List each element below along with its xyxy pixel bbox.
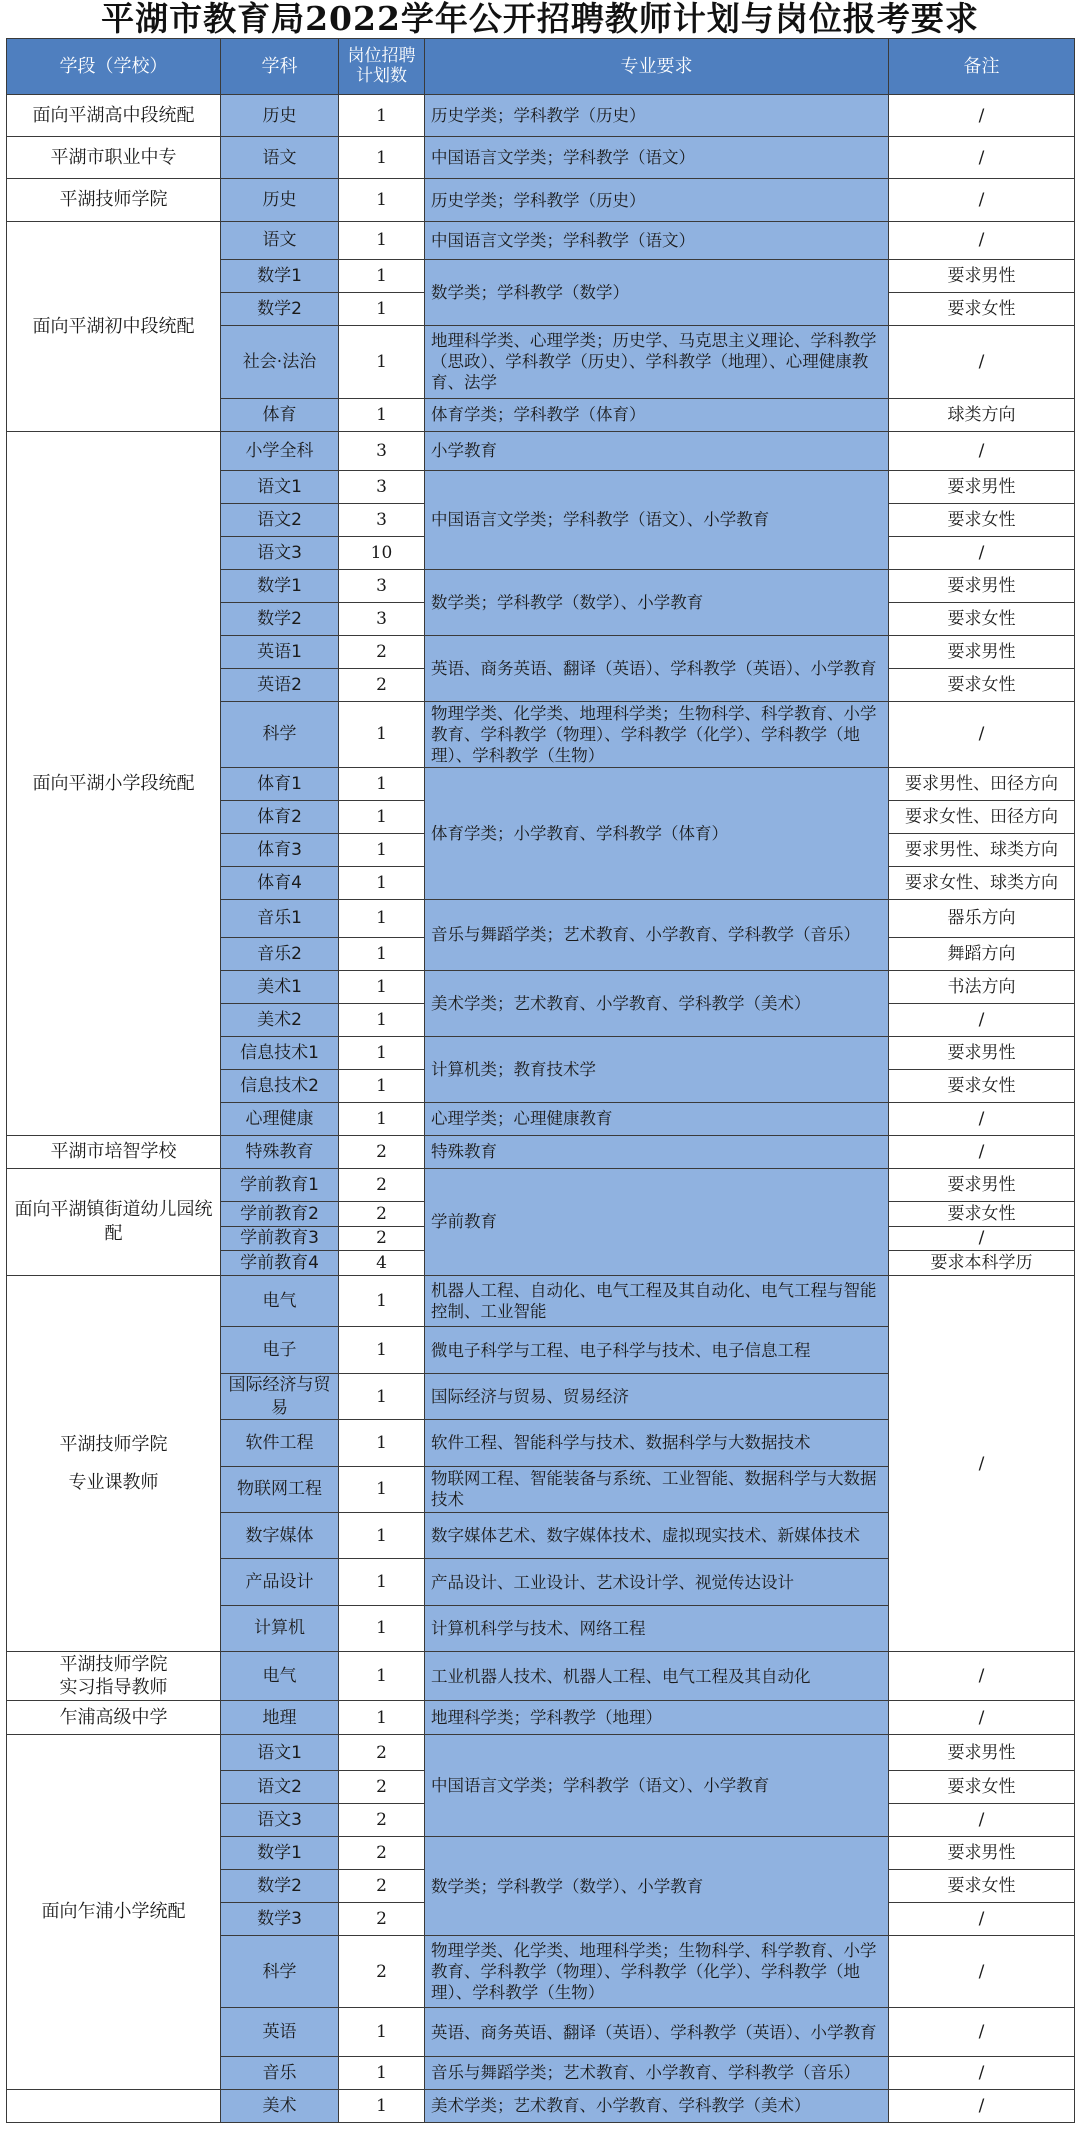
count-cell: 2 — [339, 1735, 425, 1771]
major-cell: 英语、商务英语、翻译（英语）、学科教学（英语）、小学教育 — [425, 635, 889, 701]
count-cell: 1 — [339, 1605, 425, 1651]
count-cell: 2 — [339, 1837, 425, 1870]
count-cell: 1 — [339, 971, 425, 1004]
subject-cell: 心理健康 — [221, 1102, 339, 1135]
major-cell: 数学类；学科教学（数学）、小学教育 — [425, 1837, 889, 1936]
major-cell: 计算机科学与技术、网络工程 — [425, 1605, 889, 1651]
count-cell: 1 — [339, 292, 425, 325]
subject-cell: 语文2 — [221, 1771, 339, 1804]
stage-cell: 面向平湖镇街道幼儿园统配 — [7, 1168, 221, 1275]
count-cell: 1 — [339, 179, 425, 221]
subject-cell: 特殊教育 — [221, 1135, 339, 1168]
note-cell: / — [889, 1226, 1075, 1251]
note-cell: 要求男性、球类方向 — [889, 833, 1075, 866]
major-cell: 特殊教育 — [425, 1135, 889, 1168]
subject-cell: 数学2 — [221, 602, 339, 635]
subject-cell: 数学1 — [221, 569, 339, 602]
major-cell: 体育学类；学科教学（体育） — [425, 398, 889, 431]
note-cell: / — [889, 536, 1075, 569]
stage-line: 实习指导教师 — [59, 1677, 168, 1699]
count-cell: 1 — [339, 1513, 425, 1559]
table-row — [7, 1701, 1075, 1735]
note-cell: 球类方向 — [889, 398, 1075, 431]
count-cell: 1 — [339, 1559, 425, 1605]
note-cell: / — [889, 221, 1075, 259]
subject-cell: 语文1 — [221, 1735, 339, 1771]
table-row — [7, 1275, 1075, 1327]
note-cell: / — [889, 2008, 1075, 2056]
count-cell: 3 — [339, 503, 425, 536]
major-cell: 音乐与舞蹈学类；艺术教育、小学教育、学科教学（音乐） — [425, 2056, 889, 2089]
stage-line: 平湖技师学院 — [59, 1653, 168, 1675]
column-header: 专业要求 — [425, 39, 889, 95]
major-cell: 软件工程、智能科学与技术、数据科学与大数据技术 — [425, 1420, 889, 1466]
stage-cell: 面向平湖高中段统配 — [7, 95, 221, 137]
count-cell: 1 — [339, 1373, 425, 1420]
count-cell: 2 — [339, 1771, 425, 1804]
note-cell: / — [889, 1275, 1075, 1651]
stage-cell — [7, 1652, 221, 1701]
subject-cell: 数学1 — [221, 1837, 339, 1870]
major-cell: 历史学类；学科教学（历史） — [425, 95, 889, 137]
subject-cell: 语文3 — [221, 536, 339, 569]
stage-cell: 平湖市职业中专 — [7, 137, 221, 179]
major-cell: 中国语言文学类；学科教学（语文） — [425, 221, 889, 259]
stage-cell — [7, 2089, 221, 2122]
subject-cell: 电气 — [221, 1652, 339, 1701]
count-cell: 3 — [339, 602, 425, 635]
note-cell: 要求女性 — [889, 503, 1075, 536]
table-row — [7, 1168, 1075, 1201]
count-cell: 1 — [339, 325, 425, 398]
count-cell: 1 — [339, 899, 425, 937]
count-cell: 1 — [339, 833, 425, 866]
stage-cell: 平湖技师学院 — [7, 179, 221, 221]
count-cell: 1 — [339, 137, 425, 179]
table-header-row — [7, 39, 1075, 95]
count-cell: 1 — [339, 1036, 425, 1069]
count-cell: 1 — [339, 1327, 425, 1373]
column-header: 学段（学校） — [7, 39, 221, 95]
count-cell: 1 — [339, 1102, 425, 1135]
recruitment-table — [6, 38, 1075, 2123]
major-cell: 体育学类；小学教育、学科教学（体育） — [425, 768, 889, 900]
note-cell: 要求男性 — [889, 635, 1075, 668]
major-cell: 小学教育 — [425, 431, 889, 470]
count-cell: 10 — [339, 536, 425, 569]
note-cell: 要求男性 — [889, 1837, 1075, 1870]
column-header: 学科 — [221, 39, 339, 95]
note-cell: / — [889, 325, 1075, 398]
note-cell: 要求女性、球类方向 — [889, 866, 1075, 899]
major-cell: 微电子科学与工程、电子科学与技术、电子信息工程 — [425, 1327, 889, 1373]
subject-cell: 音乐 — [221, 2056, 339, 2089]
major-cell: 物理学类、化学类、地理科学类；生物科学、科学教育、小学教育、学科教学（物理）、学科教学（化学）、学科教学（地理）、学科教学（生物） — [425, 1936, 889, 2008]
subject-cell: 数学3 — [221, 1903, 339, 1936]
note-cell: 要求女性 — [889, 602, 1075, 635]
note-cell: 要求本科学历 — [889, 1251, 1075, 1276]
stage-cell: 乍浦高级中学 — [7, 1701, 221, 1735]
count-cell: 1 — [339, 866, 425, 899]
major-cell: 美术学类；艺术教育、小学教育、学科教学（美术） — [425, 2089, 889, 2122]
note-cell: / — [889, 2056, 1075, 2089]
count-cell: 1 — [339, 1069, 425, 1102]
subject-cell: 信息技术1 — [221, 1036, 339, 1069]
subject-cell: 历史 — [221, 95, 339, 137]
note-cell: / — [889, 2089, 1075, 2122]
table-row — [7, 95, 1075, 137]
subject-cell: 数字媒体 — [221, 1513, 339, 1559]
subject-cell: 学前教育2 — [221, 1201, 339, 1226]
subject-cell: 数学2 — [221, 292, 339, 325]
subject-cell: 学前教育4 — [221, 1251, 339, 1276]
count-cell: 1 — [339, 801, 425, 834]
count-cell: 1 — [339, 701, 425, 767]
table-row — [7, 179, 1075, 221]
count-cell: 1 — [339, 1652, 425, 1701]
stage-line: 专业课教师 — [68, 1471, 159, 1493]
stage-cell: 面向平湖小学段统配 — [7, 431, 221, 1135]
header-count-line: 计划数 — [356, 65, 407, 86]
column-header — [339, 39, 425, 95]
count-cell: 1 — [339, 398, 425, 431]
note-cell: 要求男性 — [889, 569, 1075, 602]
note-cell: 要求女性 — [889, 1771, 1075, 1804]
page-title: 平湖市教育局2022学年公开招聘教师计划与岗位报考要求 — [101, 0, 979, 38]
count-cell: 2 — [339, 1903, 425, 1936]
note-cell: 器乐方向 — [889, 899, 1075, 937]
major-cell: 数学类；学科教学（数学） — [425, 259, 889, 325]
subject-cell: 物联网工程 — [221, 1466, 339, 1512]
note-cell: / — [889, 1701, 1075, 1735]
table-row — [7, 2089, 1075, 2122]
subject-cell: 语文 — [221, 137, 339, 179]
count-cell: 2 — [339, 1936, 425, 2008]
major-cell: 产品设计、工业设计、艺术设计学、视觉传达设计 — [425, 1559, 889, 1605]
subject-cell: 语文3 — [221, 1804, 339, 1837]
subject-cell: 音乐1 — [221, 899, 339, 937]
subject-cell: 电子 — [221, 1327, 339, 1373]
subject-cell: 英语1 — [221, 635, 339, 668]
count-cell: 2 — [339, 1804, 425, 1837]
major-cell: 中国语言文学类；学科教学（语文）、小学教育 — [425, 471, 889, 570]
count-cell: 1 — [339, 1466, 425, 1512]
count-cell: 2 — [339, 635, 425, 668]
subject-cell: 数学1 — [221, 259, 339, 292]
table-row — [7, 221, 1075, 259]
note-cell: / — [889, 701, 1075, 767]
count-cell: 3 — [339, 569, 425, 602]
note-cell: / — [889, 1804, 1075, 1837]
note-cell: 要求男性 — [889, 471, 1075, 504]
subject-cell: 地理 — [221, 1701, 339, 1735]
subject-cell: 科学 — [221, 701, 339, 767]
note-cell: / — [889, 137, 1075, 179]
major-cell: 美术学类；艺术教育、小学教育、学科教学（美术） — [425, 971, 889, 1037]
count-cell: 1 — [339, 938, 425, 971]
note-cell: / — [889, 1652, 1075, 1701]
table-row — [7, 1135, 1075, 1168]
count-cell: 2 — [339, 1870, 425, 1903]
subject-cell: 科学 — [221, 1936, 339, 2008]
subject-cell: 学前教育1 — [221, 1168, 339, 1201]
subject-cell: 体育 — [221, 398, 339, 431]
subject-cell: 电气 — [221, 1275, 339, 1327]
subject-cell: 体育1 — [221, 768, 339, 801]
count-cell: 1 — [339, 2056, 425, 2089]
count-cell: 2 — [339, 1201, 425, 1226]
stage-cell: 平湖市培智学校 — [7, 1135, 221, 1168]
count-cell: 1 — [339, 259, 425, 292]
subject-cell: 计算机 — [221, 1605, 339, 1651]
count-cell: 1 — [339, 768, 425, 801]
column-header: 备注 — [889, 39, 1075, 95]
count-cell: 1 — [339, 1701, 425, 1735]
major-cell: 机器人工程、自动化、电气工程及其自动化、电气工程与智能控制、工业智能 — [425, 1275, 889, 1327]
major-cell: 历史学类；学科教学（历史） — [425, 179, 889, 221]
stage-cell: 面向乍浦小学统配 — [7, 1735, 221, 2089]
note-cell: / — [889, 95, 1075, 137]
note-cell: / — [889, 1003, 1075, 1036]
major-cell: 地理科学类；学科教学（地理） — [425, 1701, 889, 1735]
major-cell: 心理学类；心理健康教育 — [425, 1102, 889, 1135]
note-cell: / — [889, 1135, 1075, 1168]
subject-cell: 美术1 — [221, 971, 339, 1004]
subject-cell: 软件工程 — [221, 1420, 339, 1466]
count-cell: 2 — [339, 1135, 425, 1168]
subject-cell: 体育2 — [221, 801, 339, 834]
subject-cell: 英语 — [221, 2008, 339, 2056]
note-cell: / — [889, 1936, 1075, 2008]
subject-cell: 数学2 — [221, 1870, 339, 1903]
subject-cell: 信息技术2 — [221, 1069, 339, 1102]
note-cell: / — [889, 179, 1075, 221]
note-cell: 要求男性 — [889, 1735, 1075, 1771]
table-row — [7, 1735, 1075, 1771]
subject-cell: 学前教育3 — [221, 1226, 339, 1251]
note-cell: / — [889, 1903, 1075, 1936]
count-cell: 1 — [339, 95, 425, 137]
major-cell: 数学类；学科教学（数学）、小学教育 — [425, 569, 889, 635]
subject-cell: 体育3 — [221, 833, 339, 866]
subject-cell: 历史 — [221, 179, 339, 221]
major-cell: 计算机类；教育技术学 — [425, 1036, 889, 1102]
major-cell: 数字媒体艺术、数字媒体技术、虚拟现实技术、新媒体技术 — [425, 1513, 889, 1559]
major-cell: 英语、商务英语、翻译（英语）、学科教学（英语）、小学教育 — [425, 2008, 889, 2056]
stage-line: 平湖技师学院 — [59, 1434, 168, 1456]
note-cell: 要求女性、田径方向 — [889, 801, 1075, 834]
subject-cell: 体育4 — [221, 866, 339, 899]
major-cell: 中国语言文学类；学科教学（语文）、小学教育 — [425, 1735, 889, 1837]
note-cell: 要求女性 — [889, 668, 1075, 701]
count-cell: 3 — [339, 431, 425, 470]
note-cell: 要求男性 — [889, 259, 1075, 292]
subject-cell: 美术2 — [221, 1003, 339, 1036]
stage-cell — [7, 1275, 221, 1651]
table-row — [7, 1652, 1075, 1701]
stage-cell: 面向平湖初中段统配 — [7, 221, 221, 431]
count-cell: 1 — [339, 2008, 425, 2056]
subject-cell: 国际经济与贸易 — [221, 1373, 339, 1420]
count-cell: 1 — [339, 221, 425, 259]
subject-cell: 社会·法治 — [221, 325, 339, 398]
subject-cell: 语文2 — [221, 503, 339, 536]
note-cell: 要求男性 — [889, 1036, 1075, 1069]
note-cell: 要求女性 — [889, 1870, 1075, 1903]
subject-cell: 语文 — [221, 221, 339, 259]
subject-cell: 小学全科 — [221, 431, 339, 470]
count-cell: 4 — [339, 1251, 425, 1276]
note-cell: 要求女性 — [889, 1069, 1075, 1102]
major-cell: 物联网工程、智能装备与系统、工业智能、数据科学与大数据技术 — [425, 1466, 889, 1512]
table-row — [7, 137, 1075, 179]
major-cell: 国际经济与贸易、贸易经济 — [425, 1373, 889, 1420]
subject-cell: 美术 — [221, 2089, 339, 2122]
note-cell: 书法方向 — [889, 971, 1075, 1004]
count-cell: 2 — [339, 668, 425, 701]
table-row — [7, 431, 1075, 470]
major-cell: 物理学类、化学类、地理科学类；生物科学、科学教育、小学教育、学科教学（物理）、学科教学（化学）、学科教学（地理）、学科教学（生物） — [425, 701, 889, 767]
major-cell: 地理科学类、心理学类；历史学、马克思主义理论、学科教学（思政）、学科教学（历史）、学科教学（地理）、心理健康教育、法学 — [425, 325, 889, 398]
note-cell: 要求女性 — [889, 292, 1075, 325]
count-cell: 2 — [339, 1226, 425, 1251]
subject-cell: 音乐2 — [221, 938, 339, 971]
count-cell: 3 — [339, 471, 425, 504]
subject-cell: 产品设计 — [221, 1559, 339, 1605]
note-cell: / — [889, 1102, 1075, 1135]
note-cell: 舞蹈方向 — [889, 938, 1075, 971]
major-cell: 音乐与舞蹈学类；艺术教育、小学教育、学科教学（音乐） — [425, 899, 889, 970]
count-cell: 2 — [339, 1168, 425, 1201]
major-cell: 学前教育 — [425, 1168, 889, 1275]
major-cell: 中国语言文学类；学科教学（语文） — [425, 137, 889, 179]
note-cell: 要求男性、田径方向 — [889, 768, 1075, 801]
note-cell: 要求女性 — [889, 1201, 1075, 1226]
count-cell: 1 — [339, 2089, 425, 2122]
count-cell: 1 — [339, 1275, 425, 1327]
header-count-line: 岗位招聘 — [347, 45, 416, 66]
note-cell: / — [889, 431, 1075, 470]
subject-cell: 语文1 — [221, 471, 339, 504]
note-cell: 要求男性 — [889, 1168, 1075, 1201]
major-cell: 工业机器人技术、机器人工程、电气工程及其自动化 — [425, 1652, 889, 1701]
subject-cell: 英语2 — [221, 668, 339, 701]
count-cell: 1 — [339, 1420, 425, 1466]
count-cell: 1 — [339, 1003, 425, 1036]
